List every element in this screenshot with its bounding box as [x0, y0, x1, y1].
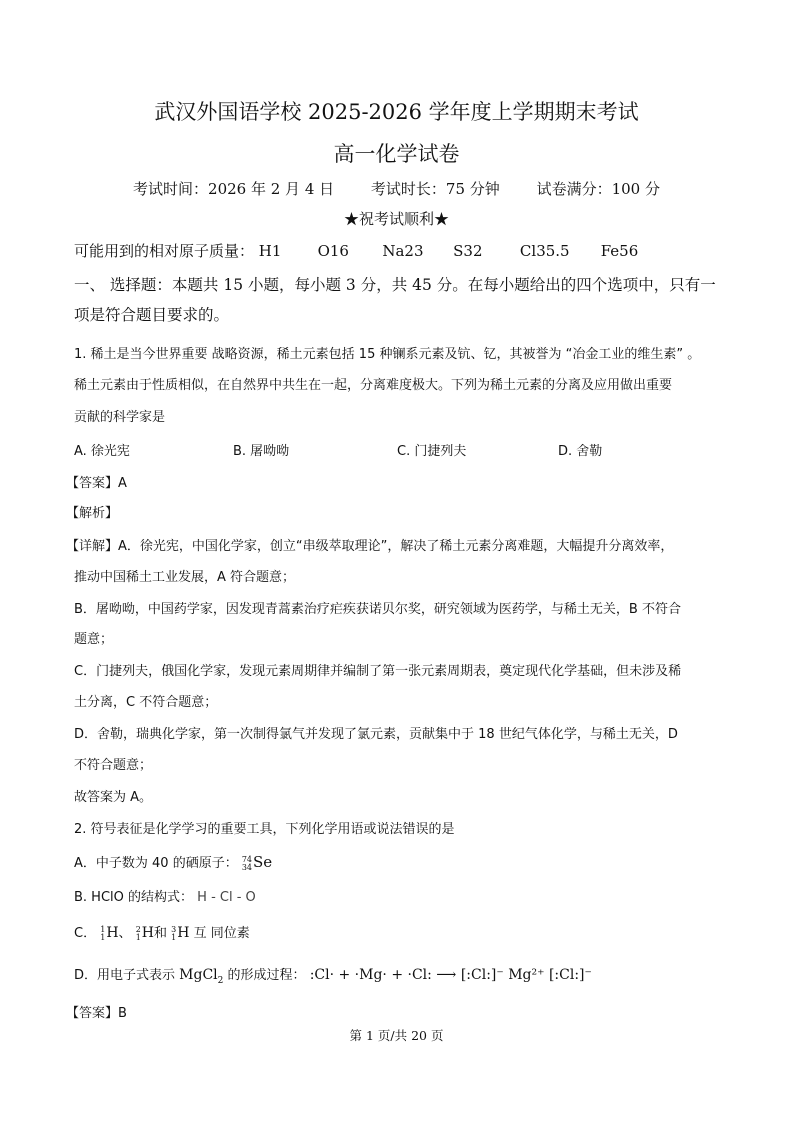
q1-analysis: 【解析】: [66, 506, 119, 521]
element-symbol: H: [106, 925, 119, 941]
atomic-mass-item: H1: [258, 242, 282, 260]
q2-option-d-text: D．用电子式表示: [74, 968, 176, 983]
q1-option-c: C. 门捷列夫: [397, 444, 467, 459]
q1-conclusion: 故答案为 A。: [74, 790, 153, 805]
isotope-h2: [136, 926, 141, 942]
structural-formula: H - Cl - O: [197, 890, 256, 905]
separator: 、: [118, 926, 132, 941]
section-intro: 一、 选择题：本题共 15 小题，每小题 3 分，共 45 分。在每小题给出的四个选项中，只有一项是符合题目要求的。: [74, 276, 716, 324]
atomic-number: 1: [135, 932, 141, 942]
q1-detail-line: 推动中国稀土工业发展，A 符合题意；: [74, 570, 296, 585]
atomic-mass-item: S32: [453, 242, 483, 260]
q1-detail-line: 不符合题意；: [74, 758, 153, 773]
page-number: 第 1 页/共 20 页: [349, 1028, 444, 1043]
q1-detail-line: D．舍勒，瑞典化学家，第一次制得氯气并发现了氯元素，贡献集中于 18 世纪气体化学，与稀土无关，D: [74, 727, 678, 742]
exam-meta: [0, 178, 793, 199]
q1-answer: 【答案】A: [66, 476, 127, 491]
q2-option-a-nuclide: [242, 856, 252, 872]
q2-option-d-text2: 的形成过程：: [227, 968, 306, 983]
compound-subscript: 2: [217, 975, 224, 986]
q1-detail-line: 土分离，C 不符合题意；: [74, 695, 218, 710]
atomic-mass-item: Na23: [382, 242, 424, 260]
electron-dot-process: :Cl· + ·Mg· + ·Cl: ⟶ [:Cl:]⁻ Mg²⁺ [:Cl:]⁻: [309, 967, 592, 983]
q2-stem: 2. 符号表征是化学学习的重要工具，下列化学用语或说法错误的是: [74, 822, 455, 837]
q1-detail-line: C．门捷列夫，俄国化学家，发现元素周期律并编制了第一张元素周期表，奠定现代化学基础，但未涉及稀: [74, 664, 682, 679]
q1-stem-line: 1. 稀土是当今世界重要 战略资源，稀土元素包括 15 种镧系元素及钪、钇，其被誉为 “冶金工业的维生素” 。: [74, 347, 701, 362]
mass-number: 1: [100, 924, 106, 934]
element-symbol: H: [141, 925, 154, 941]
isotope-h3: [171, 926, 176, 942]
compound-formula: [179, 967, 224, 986]
atomic-number: 1: [100, 932, 106, 942]
atomic-mass-item: Fe56: [600, 242, 639, 260]
q1-detail-line: 【详解】A．徐光宪，中国化学家，创立“串级萃取理论”，解决了稀土元素分离难题，大幅提升分离效率，: [66, 539, 674, 554]
q2-option-a-text: A．中子数为 40 的硒原子：: [74, 856, 238, 871]
q1-detail-line: B．屠呦呦，中国药学家，因发现青蒿素治疗疟疾获诺贝尔奖，研究领域为医药学，与稀土无关，B 不符合: [74, 602, 681, 617]
conjunction: 和: [154, 926, 168, 941]
q1-option-a: A. 徐光宪: [74, 444, 130, 459]
wish-line: ★祝考试顺利★: [343, 210, 449, 228]
exam-duration: 考试时长：75 分钟: [370, 180, 500, 198]
q1-option-d: D. 舍勒: [558, 444, 603, 459]
exam-title: 武汉外国语学校 2025-2026 学年度上学期期末考试: [154, 100, 639, 124]
q2-option-c-suffix: 互 同位素: [193, 926, 250, 941]
element-symbol: Se: [253, 853, 273, 871]
q2-option-a: [74, 852, 272, 872]
q2-answer: 【答案】B: [66, 1006, 127, 1021]
atomic-mass-item: O16: [317, 242, 349, 260]
exam-full-score: 试卷满分：100 分: [536, 180, 660, 198]
atomic-number: 1: [171, 932, 177, 942]
q1-stem-line: 稀土元素由于性质相似，在自然界中共生在一起，分离难度极大。下列为稀土元素的分离及应用做出重要: [74, 378, 673, 393]
mass-number: 3: [171, 924, 177, 934]
mass-number: 2: [135, 924, 141, 934]
q2-option-b: [74, 886, 256, 905]
q2-option-c-prefix: C．: [74, 926, 97, 941]
atomic-number: 34: [241, 862, 253, 872]
atomic-masses-label: 可能用到的相对原子质量：: [74, 242, 255, 260]
mass-number: 74: [241, 854, 253, 864]
q1-detail-line: 题意；: [74, 632, 114, 647]
exam-time: 考试时间：2026 年 2 月 4 日: [133, 180, 335, 198]
element-symbol: H: [177, 925, 190, 941]
exam-subtitle: 高一化学试卷: [333, 142, 460, 166]
atomic-mass-item: Cl35.5: [519, 242, 570, 260]
q2-option-d: [74, 964, 592, 986]
isotope-h1: [100, 926, 105, 942]
atomic-masses: [74, 240, 638, 261]
q2-option-b-text: B. HClO 的结构式：: [74, 890, 194, 905]
q2-option-c: [74, 922, 250, 942]
q1-stem-line: 贡献的科学家是: [74, 410, 166, 425]
q1-option-b: B. 屠呦呦: [233, 444, 290, 459]
compound-name: MgCl: [179, 967, 218, 983]
